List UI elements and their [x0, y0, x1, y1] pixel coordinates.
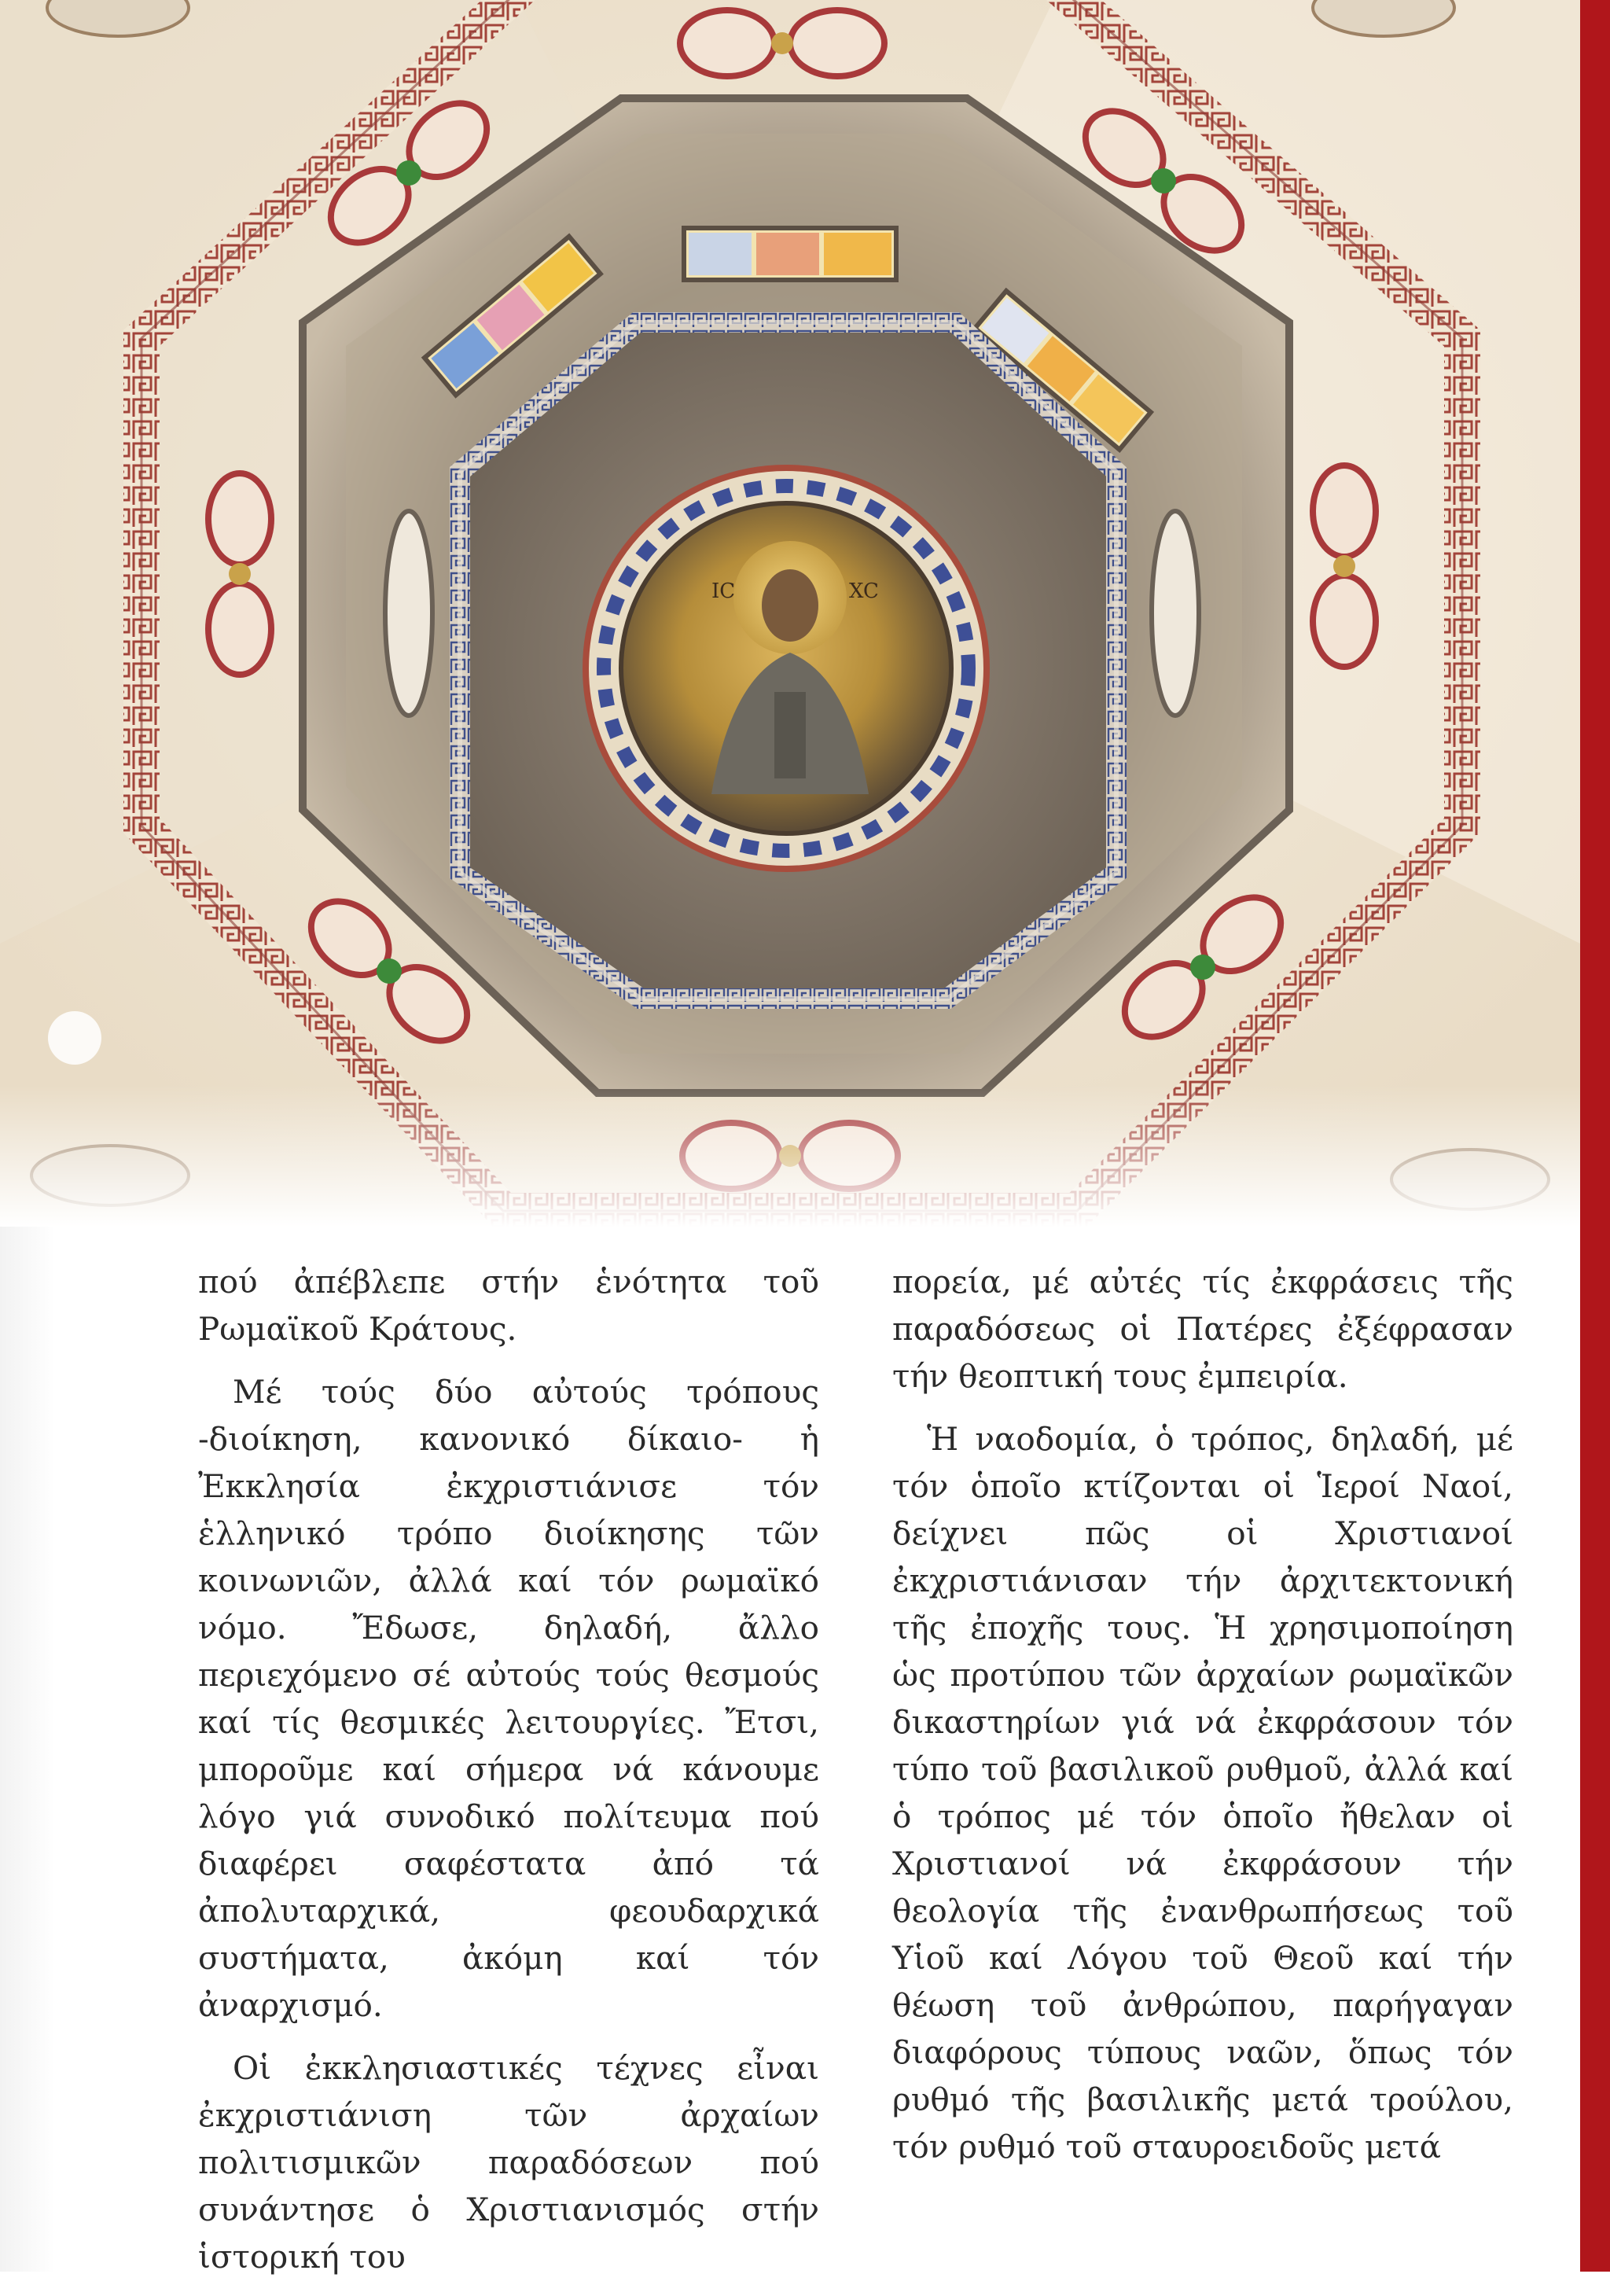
paragraph: Οἱ ἐκκλησιαστικές τέχνες εἶναι ἐκχριστιάνιση τῶν ἀρχαίων πολιτισμικῶν παραδόσεων πού συνάντησε ὁ Χριστιανισμός στήν ἱστορική του: [198, 2049, 819, 2276]
paragraph: πού ἀπέβλεπε στήν ἑνότητα τοῦ Ρωμαϊκοῦ Κράτους.: [198, 1263, 819, 1348]
paragraph: Μέ τούς δύο αὐτούς τρόπους -διοίκηση, κανονικό δίκαιο- ἡ Ἐκκλησία ἐκχριστιάνισε τόν ἑλληνικό τρόπο διοίκησης τῶν κοινωνιῶν, ἀλλά καί τόν ρωμαϊκό νόμο. Ἔδωσε, δηλαδή, ἄλλο περιεχόμενο σέ αὐτούς τούς θεσμούς καί τίς θεσμικές λειτουργίες. Ἔτσι, μποροῦμε καί σήμερα νά κάνουμε λόγο γιά συνοδικό πολίτευμα πού διαφέρει σαφέστατα ἀπό τά ἀπολυταρχικά, φεουδαρχικά συστήματα, ἀκόμη καί τόν ἀναρχισμό.: [198, 1373, 819, 2024]
text-column-left: [198, 1258, 819, 2296]
paragraph: Ἡ ναοδομία, ὁ τρόπος, δηλαδή, μέ τόν ὁποῖο κτίζονται οἱ Ἱεροί Ναοί, δείχνει πῶς οἱ Χριστιανοί ἐκχριστιάνισαν τήν ἀρχιτεκτονική τῆς ἐποχῆς τους. Ἡ χρησιμοποίηση ὡς προτύπου τῶν ἀρχαίων ρωμαϊκῶν δικαστηρίων γιά νά ἐκφράσουν τόν τύπο τοῦ βασιλικοῦ ρυθμοῦ, ἀλλά καί ὁ τρόπος μέ τόν ὁποῖο ἤθελαν οἱ Χριστιανοί νά ἐκφράσουν τήν θεολογία τῆς ἐνανθρωπήσεως τοῦ Υἱοῦ καί Λόγου τοῦ Θεοῦ καί τήν θέωση τοῦ ἀνθρώπου, παρήγαγαν διαφόρους τύπους ναῶν, ὅπως τόν ρυθμό τῆς βασιλικῆς μετά τρούλου, τόν ρυθμό τοῦ σταυροειδοῦς μετά: [892, 1420, 1513, 2165]
christ-medallion: [586, 468, 987, 869]
page-gutter: [0, 1227, 55, 2272]
svg-text:XC: XC: [849, 580, 879, 603]
photo-fade: [0, 1085, 1580, 1227]
accent-bar: [1580, 0, 1610, 2272]
paragraph: πορεία, μέ αὐτές τίς ἐκφράσεις τῆς παραδόσεως οἱ Πατέρες ἐξέφρασαν τήν θεοπτική τους ἐμπειρία.: [892, 1263, 1513, 1395]
text-column-right: [892, 1258, 1513, 2186]
svg-text:IC: IC: [711, 580, 736, 603]
